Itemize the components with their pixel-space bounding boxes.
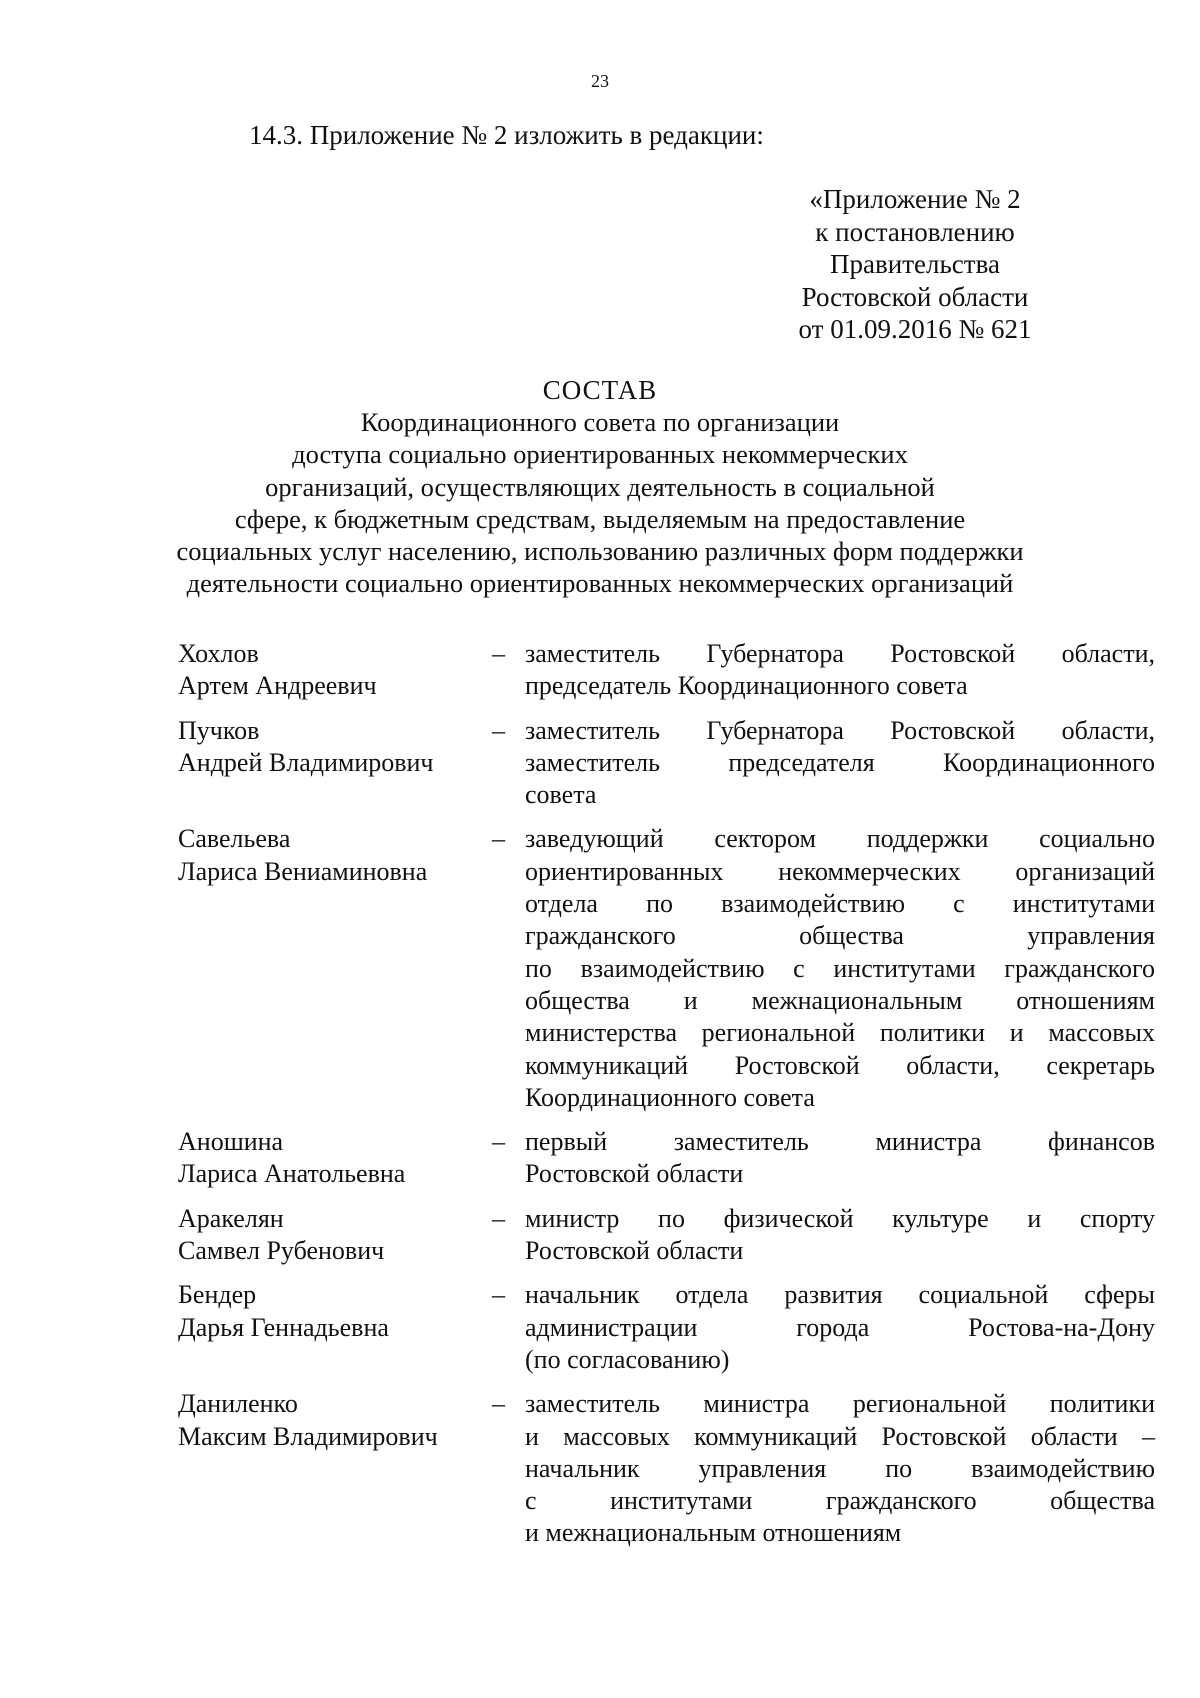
member-given-names: Лариса Анатольевна <box>178 1159 406 1189</box>
member-surname: Савельева <box>178 824 291 854</box>
member-dash: – <box>492 824 505 854</box>
role-line: и массовых коммуникаций Ростовской области – <box>525 1421 1155 1451</box>
role-line: Ростовской области <box>525 1236 744 1266</box>
subtitle-line: Координационного совета по организации <box>360 407 840 437</box>
appendix-note <box>780 183 1050 346</box>
member-given-names: Дарья Геннадьевна <box>178 1312 389 1342</box>
role-line: ориентированных некоммерческих организаций <box>525 856 1155 886</box>
role-line: коммуникаций Ростовской области, секретарь <box>525 1050 1155 1080</box>
role-line: и межнациональным отношениям <box>525 1518 902 1548</box>
subtitle-line: социальных услуг населению, использованию различных форм поддержки <box>176 536 1024 567</box>
member-given-names: Самвел Рубенович <box>178 1236 385 1266</box>
member-entry <box>0 1279 1200 1376</box>
role-line: заместитель Губернатора Ростовской области, <box>525 715 1155 745</box>
member-dash: – <box>492 1203 505 1233</box>
member-name <box>178 638 478 703</box>
member-name <box>178 823 478 888</box>
member-role <box>525 823 1155 1114</box>
member-dash: – <box>492 639 505 668</box>
role-line: Координационного совета <box>525 1082 815 1112</box>
member-entry <box>0 638 1200 703</box>
member-entry <box>0 1203 1200 1268</box>
member-name <box>178 715 478 780</box>
document-subtitle <box>0 406 1200 600</box>
document-title: СОСТАВ <box>542 375 658 405</box>
role-line: министерства региональной политики и массовых <box>525 1018 1155 1048</box>
member-dash: – <box>492 1127 505 1157</box>
member-dash: – <box>492 1389 505 1419</box>
appendix-note-line: «Приложение № 2 <box>809 184 1021 214</box>
member-name <box>178 1203 478 1268</box>
member-surname: Даниленко <box>178 1389 298 1419</box>
role-line: заведующий сектором поддержки социально <box>525 824 1155 854</box>
role-line: заместитель председателя Координационного <box>525 747 1155 777</box>
member-dash: – <box>492 715 505 745</box>
role-line: начальник управления по взаимодействию <box>525 1453 1155 1483</box>
appendix-note-line: Правительства <box>830 249 1000 279</box>
appendix-note-line: Ростовской области <box>801 281 1029 312</box>
role-line: по взаимодействию с институтами гражданского <box>525 953 1155 983</box>
member-surname: Бендер <box>178 1280 257 1310</box>
intro-paragraph: 14.3. Приложение № 2 изложить в редакции: <box>249 120 764 150</box>
role-line: совета <box>525 780 597 810</box>
role-line: гражданского общества управления <box>525 921 1155 951</box>
member-role <box>525 638 1155 703</box>
role-line: администрации города Ростова-на-Дону <box>525 1312 1155 1342</box>
member-name <box>178 1126 478 1191</box>
member-surname: Аракелян <box>178 1203 284 1233</box>
role-line: председатель Координационного совета <box>525 671 968 701</box>
member-role <box>525 1126 1155 1191</box>
member-role <box>525 715 1155 812</box>
member-role <box>525 1279 1155 1376</box>
role-line: заместитель Губернатора Ростовской области, <box>525 639 1155 668</box>
role-line: Ростовской области <box>525 1159 744 1189</box>
member-surname: Пучков <box>178 715 260 745</box>
title-block <box>0 374 1200 600</box>
role-line: начальник отдела развития социальной сферы <box>525 1280 1155 1310</box>
member-given-names: Артем Андреевич <box>178 671 377 701</box>
role-line: отдела по взаимодействию с институтами <box>525 889 1155 919</box>
role-line: общества и межнациональным отношениям <box>525 985 1155 1015</box>
member-surname: Аношина <box>178 1127 284 1157</box>
member-role <box>525 1388 1155 1549</box>
member-given-names: Андрей Владимирович <box>178 747 434 777</box>
member-surname: Хохлов <box>178 639 259 668</box>
role-line: заместитель министра региональной политики <box>525 1389 1155 1419</box>
member-entry <box>0 1126 1200 1191</box>
subtitle-line: деятельности социально ориентированных некоммерческих организаций <box>186 568 1014 599</box>
member-given-names: Лариса Вениаминовна <box>178 856 428 886</box>
member-entry <box>0 715 1200 812</box>
role-line: первый заместитель министра финансов <box>525 1127 1155 1157</box>
page-number: 23 <box>591 71 609 91</box>
member-given-names: Максим Владимирович <box>178 1421 438 1451</box>
member-dash: – <box>492 1280 505 1310</box>
role-line: с институтами гражданского общества <box>525 1486 1155 1516</box>
role-line: (по согласованию) <box>525 1344 730 1374</box>
member-role <box>525 1203 1155 1268</box>
member-entry <box>0 823 1200 1114</box>
role-line: министр по физической культуре и спорту <box>525 1203 1155 1233</box>
member-entry <box>0 1388 1200 1549</box>
member-name <box>178 1279 478 1344</box>
appendix-note-line: к постановлению <box>815 216 1015 247</box>
subtitle-line: доступа социально ориентированных некоммерческих <box>292 439 908 470</box>
members-list <box>0 638 1200 1562</box>
subtitle-line: сфере, к бюджетным средствам, выделяемым на предоставление <box>234 503 966 534</box>
member-name <box>178 1388 478 1453</box>
appendix-note-line: от 01.09.2016 № 621 <box>798 314 1032 344</box>
subtitle-line: организаций, осуществляющих деятельность в социальной <box>265 471 935 502</box>
